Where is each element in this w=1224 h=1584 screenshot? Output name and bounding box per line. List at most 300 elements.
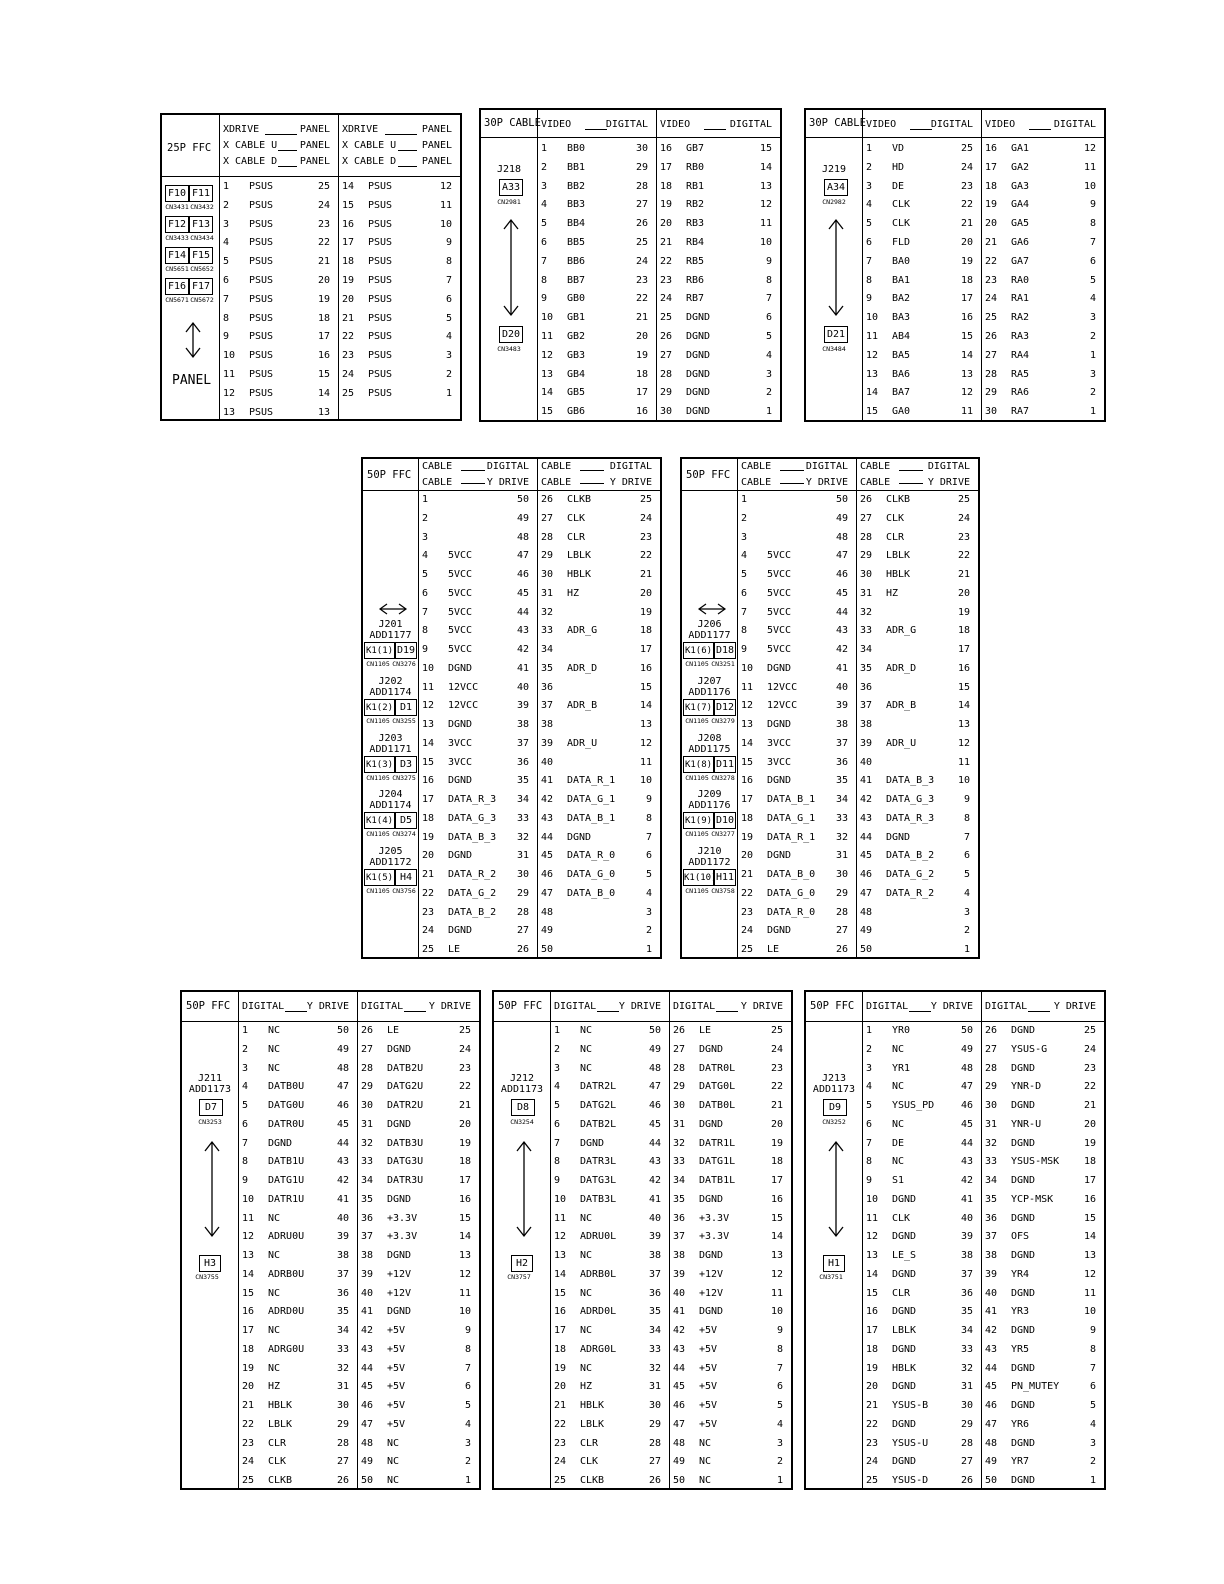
signal-name: DGND	[448, 775, 473, 787]
pin-number: 27	[860, 512, 873, 524]
mapped-pin-number: 23	[960, 180, 973, 192]
pin-row	[856, 831, 978, 845]
mapped-pin-number: 23	[635, 274, 648, 286]
pin-number: 21	[342, 312, 355, 324]
pin-row	[537, 887, 660, 901]
pin-row	[981, 1474, 1104, 1488]
signal-name: DGND	[886, 831, 911, 843]
mapped-pin-number: 3	[464, 1437, 471, 1449]
pin-row	[219, 387, 338, 401]
pin-row	[669, 1437, 791, 1451]
pin-number: 33	[860, 625, 873, 637]
pin-number: 43	[673, 1343, 686, 1355]
mapped-pin-number: 42	[835, 644, 848, 655]
pin-number: 22	[342, 331, 355, 343]
mapped-pin-number: 31	[336, 1381, 349, 1393]
pin-number: 35	[985, 1193, 998, 1205]
pin-number: 1	[242, 1025, 249, 1036]
connector-code: CN1105	[685, 887, 709, 896]
connector-box: K1(8)	[683, 756, 714, 773]
mapped-pin-number: 5	[776, 1400, 783, 1411]
mapped-pin-number: 49	[648, 1043, 661, 1055]
signal-name: DATA_B_2	[448, 906, 497, 918]
mapped-pin-number: 32	[960, 1362, 973, 1374]
pin-number: 15	[554, 1287, 567, 1299]
mapped-pin-number: 28	[835, 906, 848, 918]
mapped-pin-number: 3	[1089, 1437, 1096, 1449]
pin-number: 5	[866, 1100, 873, 1111]
pin-row	[537, 549, 660, 563]
pin-row	[238, 1062, 357, 1076]
signal-name: DGND	[1011, 1475, 1036, 1486]
pin-number: 15	[541, 406, 554, 418]
signal-name: BA1	[892, 274, 911, 286]
double-arrow-icon	[514, 1140, 534, 1238]
signal-name: DATG1L	[699, 1156, 736, 1168]
mapped-pin-number: 20	[458, 1118, 471, 1130]
pin-number: 12	[741, 700, 754, 712]
mapped-pin-number: 13	[957, 719, 970, 730]
table-title: 50P FFC	[810, 1000, 855, 1012]
mapped-pin-number: 20	[317, 275, 330, 286]
mapped-pin-number: 48	[835, 531, 848, 543]
mapped-pin-number: 24	[960, 161, 973, 173]
signal-name: CLK	[886, 512, 905, 524]
pin-row	[981, 142, 1104, 156]
mapped-pin-number: 3	[765, 368, 772, 380]
pin-number: 10	[866, 1193, 879, 1205]
pin-row	[357, 1043, 479, 1057]
mapped-pin-number: 14	[1083, 1231, 1096, 1243]
pin-row	[418, 718, 537, 732]
mapped-pin-number: 17	[1083, 1175, 1096, 1186]
mapped-pin-number: 25	[960, 143, 973, 154]
mapped-pin-number: 18	[957, 625, 970, 637]
signal-name: DATA_B_0	[567, 887, 616, 899]
mapped-pin-number: 34	[648, 1325, 661, 1336]
signal-name: PSUS	[368, 256, 393, 268]
connector-box: F11	[189, 185, 213, 202]
pin-row	[357, 1212, 479, 1226]
pin-row	[656, 161, 780, 175]
pin-number: 18	[422, 812, 435, 824]
pin-row	[737, 549, 856, 563]
pin-number: 11	[422, 681, 435, 693]
pin-number: 30	[541, 569, 554, 580]
signal-name: ADR_D	[567, 662, 598, 674]
pin-number: 44	[673, 1362, 686, 1374]
signal-name: NC	[387, 1456, 400, 1468]
signal-name: DGND	[448, 662, 473, 674]
pin-row	[537, 531, 660, 545]
pin-number: 14	[554, 1268, 567, 1280]
pin-row	[357, 1455, 479, 1469]
pin-number: 26	[985, 331, 998, 342]
mapped-pin-number: 47	[336, 1081, 349, 1093]
pin-number: 34	[860, 644, 873, 655]
mapped-pin-number: 42	[960, 1175, 973, 1186]
connector-box: K1(6)	[683, 642, 714, 659]
mapped-pin-number: 49	[960, 1043, 973, 1055]
signal-name: GB4	[567, 368, 586, 380]
pin-row	[669, 1474, 791, 1488]
pin-row	[656, 311, 780, 325]
mapped-pin-number: 26	[835, 944, 848, 955]
pin-row	[550, 1024, 669, 1038]
mapped-pin-number: 14	[770, 1231, 783, 1243]
signal-name: DGND	[387, 1250, 412, 1261]
connector-code: CN1105	[366, 660, 390, 668]
signal-name: 12VCC	[767, 681, 798, 693]
pin-number: 50	[860, 944, 873, 955]
pin-row	[981, 1287, 1104, 1301]
mapped-pin-number: 36	[960, 1287, 973, 1299]
mapped-pin-number: 9	[445, 237, 452, 249]
mapped-pin-number: 5	[1089, 1400, 1096, 1411]
pin-row	[537, 737, 660, 751]
pin-row	[238, 1118, 357, 1132]
connector-code: CN1105	[366, 773, 390, 782]
pin-row	[856, 643, 978, 657]
header-dash-line	[1028, 1011, 1050, 1012]
pin-row	[238, 1343, 357, 1357]
pin-row	[856, 587, 978, 601]
pin-number: 31	[985, 1118, 998, 1130]
signal-name: 3VCC	[448, 756, 473, 768]
signal-name: DGND	[892, 1343, 917, 1355]
pin-row	[856, 812, 978, 826]
signal-name: DGND	[686, 312, 711, 324]
pin-row	[219, 349, 338, 363]
pin-number: 18	[242, 1343, 255, 1355]
pin-row	[338, 368, 460, 382]
signal-name: BB4	[567, 218, 586, 230]
pin-row	[238, 1212, 357, 1226]
signal-name: NC	[580, 1212, 593, 1224]
signal-name: DGND	[387, 1118, 412, 1130]
signal-name: 5VCC	[767, 625, 792, 637]
signal-name: CLR	[580, 1437, 599, 1449]
pin-number: 50	[541, 944, 554, 955]
mapped-pin-number: 12	[458, 1268, 471, 1280]
connector-code: CN3755	[195, 1273, 219, 1281]
mapped-pin-number: 9	[963, 794, 970, 805]
mapped-pin-number: 45	[835, 587, 848, 599]
mapped-pin-number: 1	[1089, 1475, 1096, 1486]
header-label-left: VIDEO	[985, 119, 1016, 130]
signal-name: ADRD0L	[580, 1306, 617, 1318]
mapped-pin-number: 50	[336, 1025, 349, 1036]
signal-name: ADR_U	[886, 737, 917, 749]
pin-number: 24	[342, 369, 355, 380]
mapped-pin-number: 29	[516, 887, 529, 899]
pin-number: 29	[860, 550, 873, 562]
connector-address: ADD1173	[188, 1084, 232, 1095]
pin-number: 35	[361, 1193, 374, 1205]
connector-code: CN3277	[711, 830, 735, 839]
pin-number: 50	[985, 1475, 998, 1486]
pin-row	[669, 1324, 791, 1338]
pin-row	[238, 1455, 357, 1469]
pin-number: 25	[985, 312, 998, 324]
pin-row	[862, 1024, 981, 1038]
header-label-left: XDRIVE	[342, 124, 379, 135]
pin-row	[238, 1155, 357, 1169]
mapped-pin-number: 18	[960, 274, 973, 286]
pin-row	[737, 587, 856, 601]
mapped-pin-number: 48	[336, 1062, 349, 1074]
pin-row	[537, 774, 660, 788]
mapped-pin-number: 1	[1089, 349, 1096, 361]
pin-row	[981, 1080, 1104, 1094]
pin-row	[862, 1380, 981, 1394]
pin-number: 19	[342, 275, 355, 286]
mapped-pin-number: 38	[336, 1250, 349, 1261]
mapped-pin-number: 2	[765, 387, 772, 399]
mapped-pin-number: 14	[458, 1231, 471, 1243]
pin-number: 46	[673, 1400, 686, 1411]
mapped-pin-number: 16	[1083, 1193, 1096, 1205]
double-arrow-icon	[826, 218, 846, 317]
header-dash-line	[461, 483, 485, 484]
mapped-pin-number: 15	[759, 143, 772, 154]
pin-row	[219, 312, 338, 326]
signal-name: ADR_B	[567, 700, 598, 712]
mapped-pin-number: 27	[635, 199, 648, 211]
mapped-pin-number: 7	[1089, 237, 1096, 248]
pin-row	[862, 349, 981, 363]
pin-number: 20	[422, 850, 435, 862]
pin-row	[537, 868, 660, 882]
signal-name: DATA_G_1	[567, 794, 616, 805]
pin-number: 25	[242, 1475, 255, 1486]
mapped-pin-number: 29	[835, 887, 848, 899]
signal-name: YR7	[1011, 1456, 1030, 1468]
signal-name: DATR2L	[580, 1081, 617, 1093]
pin-row	[862, 1118, 981, 1132]
pin-number: 19	[242, 1362, 255, 1374]
pin-row	[856, 849, 978, 863]
mapped-pin-number: 2	[776, 1456, 783, 1468]
connector-label: J206	[697, 619, 722, 630]
pin-row	[981, 311, 1104, 325]
pin-number: 29	[985, 1081, 998, 1093]
pin-row	[537, 849, 660, 863]
connector-address: ADD1174	[369, 800, 412, 812]
mapped-pin-number: 6	[445, 293, 452, 305]
mapped-pin-number: 22	[639, 550, 652, 562]
mapped-pin-number: 24	[317, 199, 330, 211]
header-label-right: Y DRIVE	[927, 477, 970, 488]
pin-row	[737, 643, 856, 657]
mapped-pin-number: 7	[464, 1362, 471, 1374]
signal-name: ADRU0U	[268, 1231, 305, 1243]
header-label-left: DIGITAL	[673, 1001, 716, 1012]
signal-name: YNR-U	[1011, 1118, 1042, 1130]
connector-code: CN3432	[190, 203, 214, 211]
header-dash-line	[385, 134, 417, 135]
signal-name: 5VCC	[448, 606, 473, 618]
double-arrow-icon	[183, 321, 203, 359]
pin-row	[669, 1343, 791, 1357]
signal-name: LE	[699, 1025, 712, 1036]
mapped-pin-number: 30	[336, 1400, 349, 1411]
mapped-pin-number: 35	[648, 1306, 661, 1318]
signal-name: LBLK	[892, 1325, 917, 1336]
mapped-pin-number: 23	[458, 1062, 471, 1074]
pin-number: 1	[866, 1025, 873, 1036]
pin-row	[981, 1437, 1104, 1451]
signal-name: BB7	[567, 274, 586, 286]
pin-number: 12	[422, 700, 435, 712]
mapped-pin-number: 39	[648, 1231, 661, 1243]
signal-name: PSUS	[368, 387, 393, 399]
mapped-pin-number: 4	[1089, 1418, 1096, 1430]
mapped-pin-number: 28	[648, 1437, 661, 1449]
pin-number: 26	[860, 494, 873, 505]
connector-code: CN1105	[685, 660, 709, 668]
signal-name: 5VCC	[448, 587, 473, 599]
pin-row	[862, 1268, 981, 1282]
pin-row	[238, 1287, 357, 1301]
pin-row	[357, 1380, 479, 1394]
mapped-pin-number: 24	[1083, 1043, 1096, 1055]
mapped-pin-number: 36	[336, 1287, 349, 1299]
mapped-pin-number: 45	[648, 1118, 661, 1130]
mapped-pin-number: 19	[635, 349, 648, 361]
signal-name: PSUS	[368, 237, 393, 249]
connector-label: J203	[378, 732, 403, 744]
pin-row	[238, 1137, 357, 1151]
signal-name: DGND	[1011, 1212, 1036, 1224]
signal-name: VD	[892, 143, 905, 154]
mapped-pin-number: 22	[960, 199, 973, 211]
connector-code: CN1105	[366, 716, 390, 725]
signal-name: RB7	[686, 293, 705, 305]
mapped-pin-number: 44	[835, 606, 848, 618]
mapped-pin-number: 3	[1089, 312, 1096, 324]
header-dash-line	[461, 470, 485, 471]
mapped-pin-number: 8	[1089, 1343, 1096, 1355]
pin-number: 23	[741, 906, 754, 918]
signal-name: CLR	[886, 531, 905, 543]
pin-number: 10	[242, 1193, 255, 1205]
pin-number: 33	[361, 1156, 374, 1168]
pin-number: 8	[741, 625, 748, 637]
pin-row	[862, 1455, 981, 1469]
mapped-pin-number: 19	[957, 606, 970, 618]
pin-row	[418, 868, 537, 882]
signal-name: RA0	[1011, 274, 1030, 286]
pin-number: 9	[866, 293, 873, 305]
pin-number: 16	[741, 775, 754, 787]
connector-box: D21	[824, 326, 848, 343]
pin-number: 22	[866, 1418, 879, 1430]
mapped-pin-number: 31	[648, 1381, 661, 1393]
connector-box: K1(1)	[364, 642, 395, 659]
signal-name: CLR	[892, 1287, 911, 1299]
signal-name: DATB2U	[387, 1062, 424, 1074]
mapped-pin-number: 19	[770, 1137, 783, 1149]
pin-number: 47	[985, 1418, 998, 1430]
mapped-pin-number: 29	[960, 1418, 973, 1430]
mapped-pin-number: 14	[960, 349, 973, 361]
mapped-pin-number: 22	[635, 293, 648, 305]
mapped-pin-number: 14	[317, 387, 330, 399]
header-label-right: Y DRIVE	[805, 477, 848, 488]
signal-name: DGND	[892, 1193, 917, 1205]
connector-code: CN3751	[819, 1273, 843, 1281]
pin-row	[537, 793, 660, 807]
pin-number: 2	[541, 161, 548, 173]
mapped-pin-number: 18	[635, 368, 648, 380]
pin-number: 11	[554, 1212, 567, 1224]
mapped-pin-number: 42	[336, 1175, 349, 1186]
signal-name: DATG0U	[268, 1100, 305, 1111]
header-dash-line	[398, 150, 417, 151]
mapped-pin-number: 21	[960, 218, 973, 230]
mapped-pin-number: 39	[516, 700, 529, 712]
signal-name: +12V	[387, 1268, 412, 1280]
pin-number: 13	[741, 719, 754, 730]
signal-name: PSUS	[249, 312, 274, 324]
pin-number: 17	[866, 1325, 879, 1336]
header-label-left: X CABLE D	[342, 156, 397, 167]
mapped-pin-number: 38	[516, 719, 529, 730]
signal-name: PN_MUTEY	[1011, 1381, 1060, 1393]
connector-box: D10	[714, 812, 736, 829]
mapped-pin-number: 36	[648, 1287, 661, 1299]
connector-label: J212	[509, 1073, 535, 1084]
pin-number: 6	[242, 1118, 249, 1130]
mapped-pin-number: 17	[960, 293, 973, 305]
signal-name: ADRG0L	[580, 1343, 617, 1355]
pin-number: 36	[860, 681, 873, 693]
mapped-pin-number: 16	[458, 1193, 471, 1205]
double-arrow-icon	[826, 1140, 846, 1238]
signal-name: GB0	[567, 293, 586, 305]
signal-name: YNR-D	[1011, 1081, 1042, 1093]
pin-number: 25	[866, 1475, 879, 1486]
pin-row	[737, 624, 856, 638]
pin-row	[862, 311, 981, 325]
mapped-pin-number: 21	[957, 569, 970, 580]
mapped-pin-number: 6	[464, 1381, 471, 1393]
header-label-right: Y DRIVE	[618, 1001, 661, 1012]
signal-name: HBLK	[886, 569, 911, 580]
pin-row	[981, 236, 1104, 250]
pin-number: 33	[985, 1156, 998, 1168]
pin-row	[418, 793, 537, 807]
pin-row	[238, 1099, 357, 1113]
mapped-pin-number: 12	[1083, 1268, 1096, 1280]
pin-row	[856, 681, 978, 695]
mapped-pin-number: 10	[458, 1306, 471, 1318]
signal-name: FLD	[892, 237, 911, 248]
signal-name: DATA_R_1	[567, 775, 616, 787]
pin-number: 8	[554, 1156, 561, 1168]
pin-number: 34	[985, 1175, 998, 1186]
pin-number: 1	[541, 143, 548, 154]
pin-number: 17	[242, 1325, 255, 1336]
mapped-pin-number: 19	[317, 293, 330, 305]
signal-name: +5V	[387, 1362, 406, 1374]
pin-number: 34	[361, 1175, 374, 1186]
mapped-pin-number: 22	[1083, 1081, 1096, 1093]
mapped-pin-number: 11	[960, 406, 973, 418]
mapped-pin-number: 29	[648, 1418, 661, 1430]
connector-code: CN5651	[165, 265, 189, 273]
